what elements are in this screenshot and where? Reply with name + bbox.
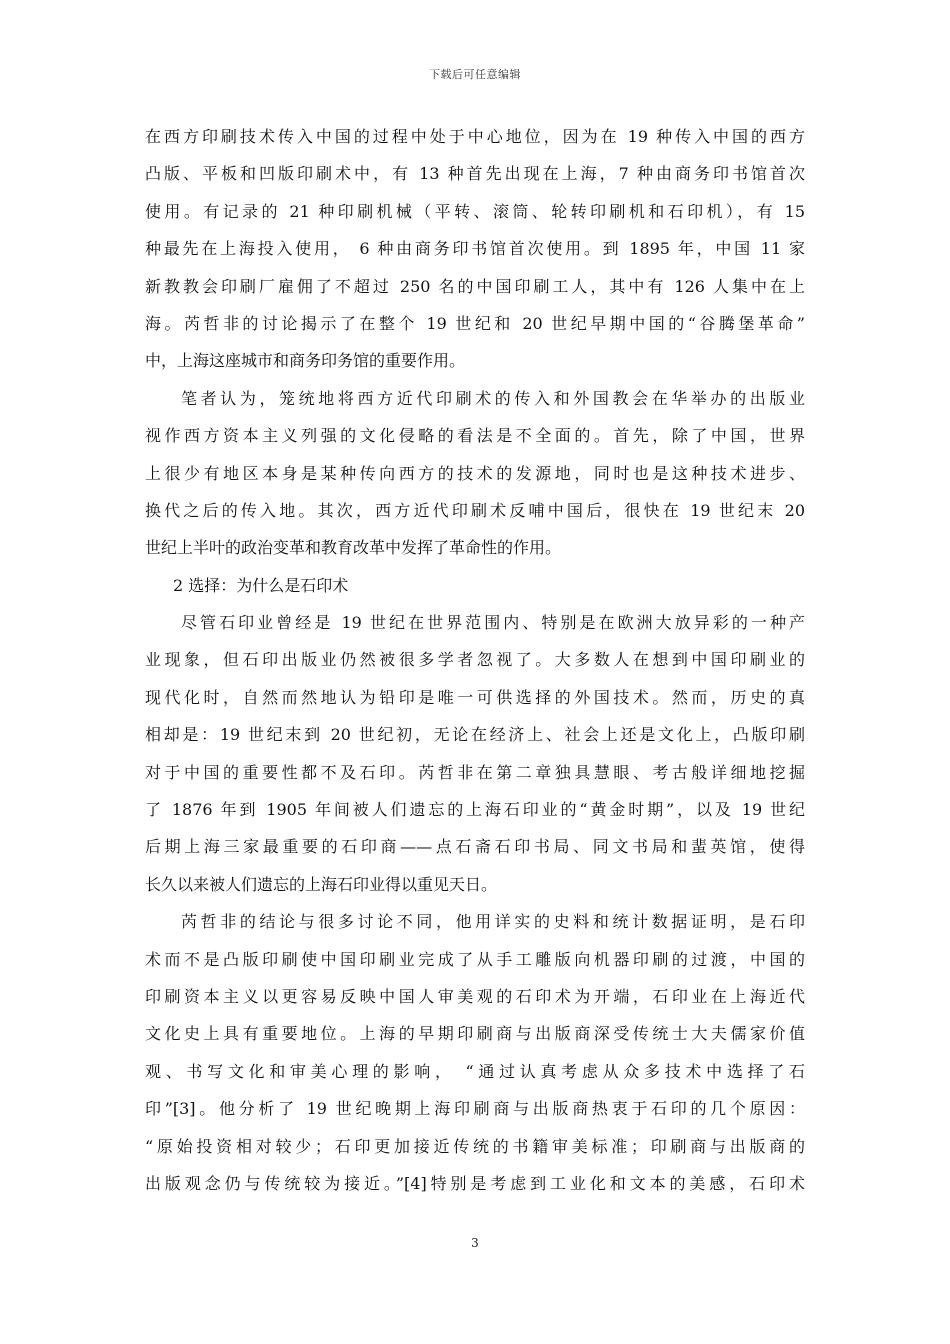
- text-line: 相却是：19 世纪末到 20 世纪初，无论在经济上、社会上还是文化上，凸版印刷: [145, 725, 805, 745]
- text-line: 观、书写文化和审美心理的影响， “通过认真考虑从众多技术中选择了石: [145, 1061, 805, 1081]
- text-line: 视作西方资本主义列强的文化侵略的看法是不全面的。首先，除了中国，世界: [145, 426, 805, 446]
- text-line: 中，上海这座城市和商务印务馆的重要作用。: [145, 351, 466, 371]
- text-line: 印刷资本主义以更容易反映中国人审美观的石印术为开端，石印业在上海近代: [145, 986, 805, 1006]
- text-line: 尽管石印业曾经是 19 世纪在世界范围内、特别是在欧洲大放异彩的一种产: [181, 613, 805, 633]
- page-header: 下载后可任意编辑: [429, 68, 521, 81]
- text-line: 术而不是凸版印刷使中国印刷业完成了从手工雕版向机器印刷的过渡，中国的: [145, 949, 805, 969]
- text-line: 海。芮哲非的讨论揭示了在整个 19 世纪和 20 世纪早期中国的“谷腾堡革命”: [145, 313, 805, 333]
- section-heading: 2 选择：为什么是石印术: [173, 575, 349, 595]
- page-number: 3: [471, 1236, 479, 1250]
- text-line: 种最先在上海投入使用， 6 种由商务印书馆首次使用。到 1895 年，中国 11 家: [145, 239, 805, 259]
- text-line: 凸版、平板和凹版印刷术中，有 13 种首先出现在上海，7 种由商务印书馆首次: [145, 164, 805, 184]
- text-line: 印”[3]。他分析了 19 世纪晚期上海印刷商与出版商热衷于石印的几个原因：: [145, 1099, 805, 1119]
- text-line: 出版观念仍与传统较为接近。”[4]特别是考虑到工业化和文本的美感，石印术: [145, 1173, 805, 1193]
- text-line: 长久以来被人们遗忘的上海石印业得以重见天日。: [145, 874, 498, 894]
- text-line: 上很少有地区本身是某种传向西方的技术的发源地，同时也是这种技术进步、: [145, 463, 805, 483]
- text-line: 芮哲非的结论与很多讨论不同，他用详实的史料和统计数据证明，是石印: [181, 912, 805, 932]
- text-line: 世纪上半叶的政治变革和教育改革中发挥了革命性的作用。: [145, 538, 562, 558]
- text-line: 文化史上具有重要地位。上海的早期印刷商与出版商深受传统士大夫儒家价值: [145, 1024, 805, 1044]
- text-line: 了 1876 年到 1905 年间被人们遗忘的上海石印业的“黄金时期”，以及 19 世纪: [145, 800, 805, 820]
- text-line: 使用。有记录的 21 种印刷机械（平转、滚筒、轮转印刷机和石印机），有 15: [145, 201, 805, 221]
- document-body: [145, 118, 805, 1202]
- text-line: 新教教会印刷厂雇佣了不超过 250 名的中国印刷工人，其中有 126 人集中在上: [145, 276, 805, 296]
- text-line: 换代之后的传入地。其次，西方近代印刷术反哺中国后，很快在 19 世纪末 20: [145, 500, 805, 520]
- text-line: 后期上海三家最重要的石印商——点石斋石印书局、同文书局和蜚英馆，使得: [145, 837, 805, 857]
- text-line: 对于中国的重要性都不及石印。芮哲非在第二章独具慧眼、考古般详细地挖掘: [145, 762, 805, 782]
- text-line: 在西方印刷技术传入中国的过程中处于中心地位，因为在 19 种传入中国的西方: [145, 127, 805, 146]
- text-line: “原始投资相对较少；石印更加接近传统的书籍审美标准；印刷商与出版商的: [145, 1136, 805, 1156]
- text-line: 笔者认为，笼统地将西方近代印刷术的传入和外国教会在华举办的出版业: [181, 388, 805, 408]
- text-line: 现代化时，自然而然地认为铅印是唯一可供选择的外国技术。然而，历史的真: [145, 687, 805, 707]
- text-line: 业现象，但石印出版业仍然被很多学者忽视了。大多数人在想到中国印刷业的: [145, 650, 805, 670]
